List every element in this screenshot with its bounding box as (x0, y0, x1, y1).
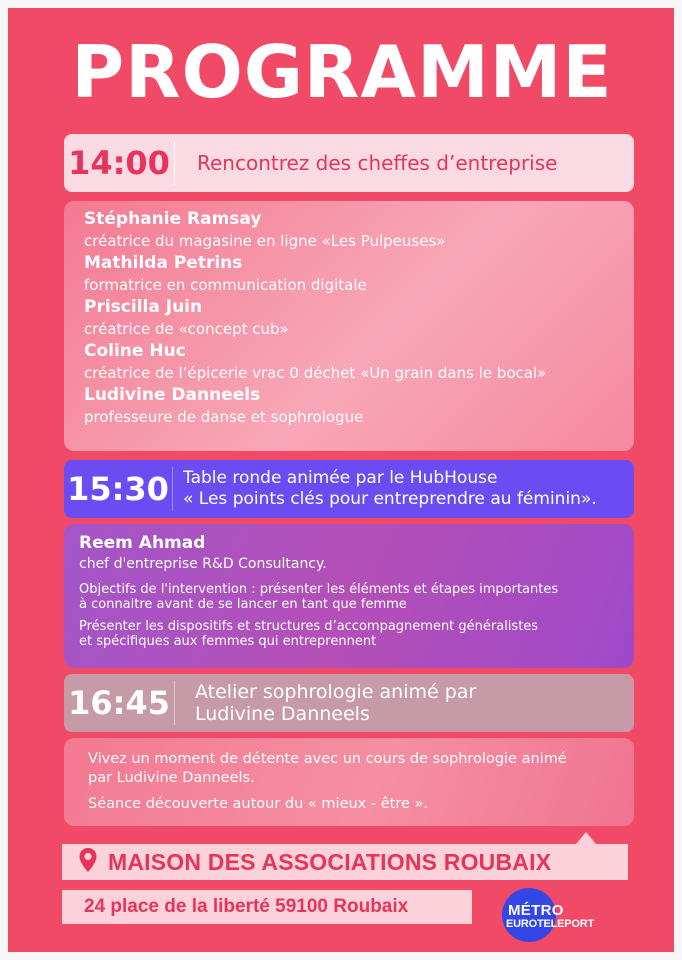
session-3-content (88, 750, 628, 814)
speaker-list (84, 208, 546, 428)
session-2-time: 15:30 (67, 470, 169, 508)
venue-address-banner (62, 890, 472, 924)
metro-euroteleport-logo (500, 888, 612, 946)
venue-address: 24 place de la liberté 59100 Roubaix (84, 896, 409, 917)
speaker-role: formatrice en communication digitale (84, 276, 367, 294)
speaker-role: professeure de danse et sophrologue (84, 408, 364, 426)
speaker-role: créatrice de l’épicerie vrac 0 déchet «Un grain dans le bocal» (84, 364, 547, 382)
session-3-title-line: Atelier sophrologie animé par (195, 681, 477, 703)
venue-name: MAISON DES ASSOCIATIONS ROUBAIX (108, 848, 552, 875)
session-2-card (64, 524, 634, 668)
session-2-title-line: « Les points clés pour entreprendre au féminin». (183, 489, 597, 509)
session-3-time: 16:45 (68, 684, 170, 722)
session-1-card (64, 201, 634, 451)
session-1-header (64, 134, 634, 192)
poster (8, 8, 674, 952)
page-title: PROGRAMME (71, 30, 613, 114)
session-2-header (64, 460, 634, 518)
speaker-role: chef d'entreprise R&D Consultancy. (79, 556, 327, 572)
speaker-role: créatrice de «concept cub» (84, 320, 289, 338)
session-3-title-line: Ludivine Danneels (195, 703, 370, 725)
spacer (88, 788, 628, 795)
objectives-text: à connaitre avant de se lancer en tant que femme (79, 597, 407, 612)
spacer (79, 574, 624, 582)
devices-text: et spécifiques aux femmes qui entreprennent (79, 634, 377, 649)
speaker-name: Mathilda Petrins (84, 253, 243, 273)
session-3-header (64, 674, 634, 732)
speaker-name: Reem Ahmad (79, 533, 206, 553)
divider (174, 141, 175, 185)
logo-text-metro: MÉTRO (508, 902, 564, 919)
divider (174, 681, 175, 725)
session-3-title (195, 681, 476, 725)
session-3-card (64, 738, 634, 826)
session-1-title: Rencontrez des cheffes d’entreprise (197, 151, 558, 175)
speaker-role: créatrice du magasine en ligne «Les Pulpeuses» (84, 232, 446, 250)
spacer (79, 612, 624, 619)
session-3-description: Vivez un moment de détente avec un cours de sophrologie animé (88, 751, 567, 767)
speaker-name: Ludivine Danneels (84, 385, 261, 405)
divider (172, 467, 173, 511)
speaker-name: Coline Huc (84, 341, 186, 361)
devices-text: Présenter les dispositifs et structures d’accompagnement généralistes (79, 619, 539, 634)
session-3-description: par Ludivine Danneels. (88, 770, 255, 786)
speaker-name: Stéphanie Ramsay (84, 209, 262, 229)
location-pin-icon (78, 847, 98, 878)
session-2-content (79, 532, 624, 649)
session-3-description: Séance découverte autour du « mieux - être ». (88, 796, 428, 812)
objectives-text: Objectifs de l'intervention : présenter les éléments et étapes importantes (79, 582, 559, 597)
venue-corner (576, 832, 596, 844)
logo-text-euroteleport: EUROTELEPORT (506, 918, 595, 930)
session-1-time: 14:00 (68, 144, 170, 182)
session-2-title (183, 468, 597, 510)
speaker-name: Priscilla Juin (84, 297, 203, 317)
session-2-title-line: Table ronde animée par le HubHouse (183, 468, 498, 488)
venue-banner (62, 844, 628, 880)
